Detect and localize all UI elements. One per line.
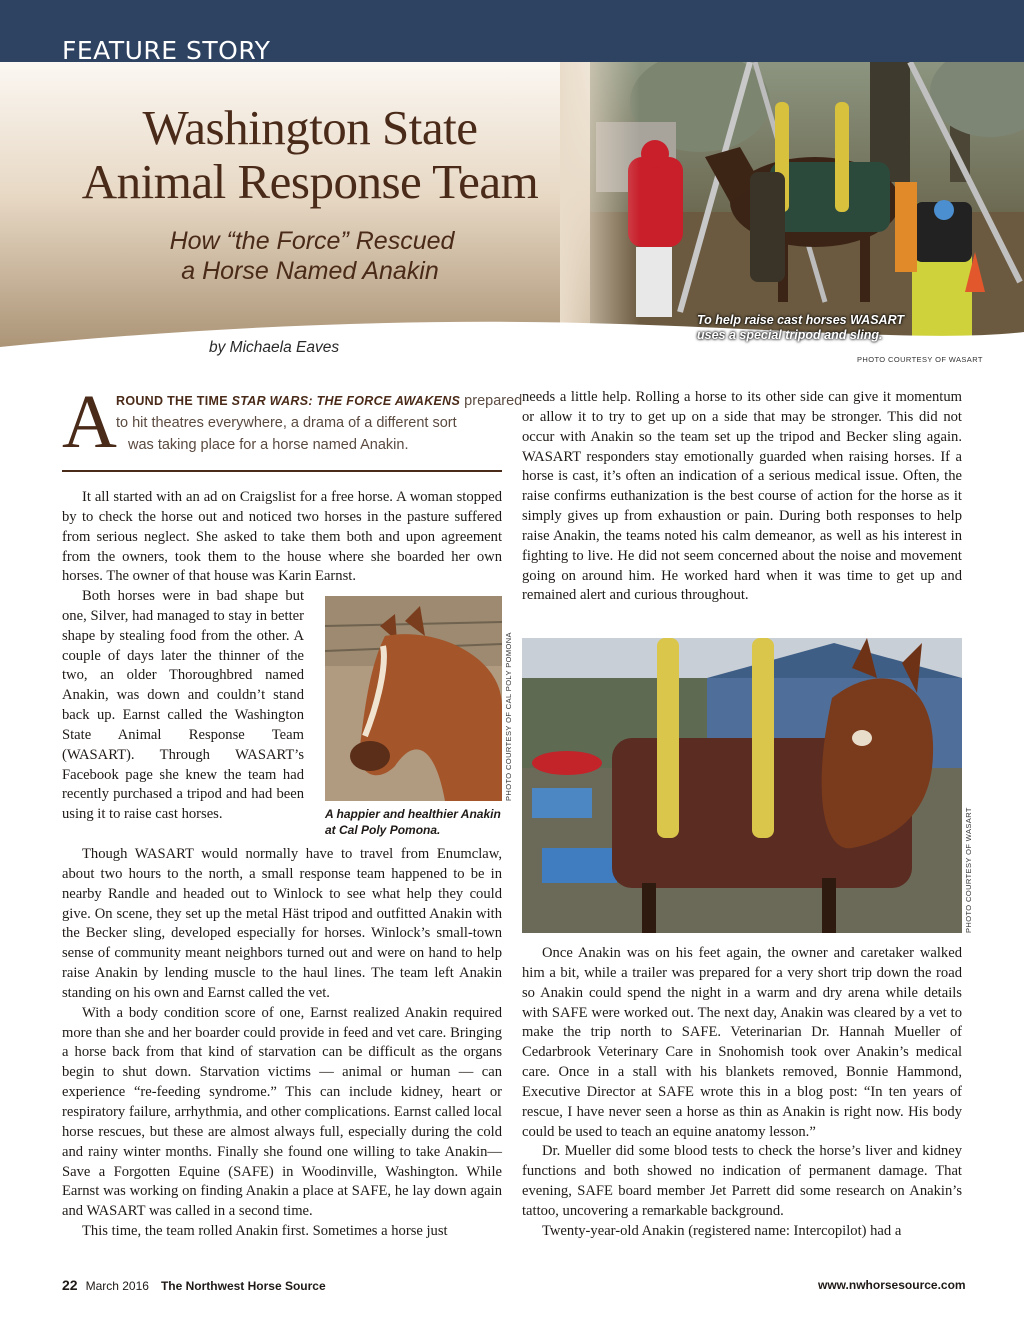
subtitle-line2: a Horse Named Anakin xyxy=(181,257,439,285)
photo-caption-cal-poly xyxy=(325,806,501,838)
byline: by Michaela Eaves xyxy=(209,339,340,356)
lede-line2: to hit theatres everywhere, a drama of a different sort xyxy=(116,415,457,431)
lede-film-title: STAR WARS: THE FORCE AWAKENS xyxy=(231,394,461,408)
divider xyxy=(62,470,502,472)
photo-credit-wasart: PHOTO COURTESY OF WASART xyxy=(964,807,973,933)
horse-in-sling-image xyxy=(522,638,962,933)
section-label: FEATURE STORY xyxy=(62,36,271,65)
caption-line1: A happier and healthier Anakin xyxy=(325,807,501,821)
drop-cap: A xyxy=(62,380,117,464)
paragraph: Both horses were in bad shape but one, Silver, had managed to stay in better shape by stealing food from the other. A couple of days later the thinner of the two, an older Thoroughbred named Anakin, was down and couldn’t stand back up. Earnst called the Washington State Animal Response Team (WASART). Through WASART’s Facebook page she knew the team had recently purchased a tripod and had been using it to raise cast horses. xyxy=(62,588,304,823)
hero-photo-caption xyxy=(697,313,904,343)
hero-caption-line1: To help raise cast horses WASART xyxy=(697,313,905,327)
lede-smallcaps: ROUND THE TIME xyxy=(116,394,232,408)
paragraph: Dr. Mueller did some blood tests to check the horse’s liver and kidney functions and both showed no indication of permanent damage. That evening, SAFE board member Jet Parrett did some research on Anakin’s tattoo, uncovering a remarkable background. xyxy=(522,1143,962,1219)
website-link[interactable]: www.nwhorsesource.com xyxy=(818,1278,966,1292)
body-column-left-wrap xyxy=(62,587,304,825)
paragraph: Though WASART would normally have to travel from Enumclaw, about two hours to the north, a small response team happened to be in nearby Randle and headed out to Winlock to see what help they could give. On scene, they set up the metal Häst tripod and outfitted Anakin with the Becker sling, developed especially for horses. Winlock’s small-town sense of community meant neighbors turned out and were on hand to help raise Anakin by lending muscle to the haul lines. The team left Anakin standing on his own and Earnst called the vet. xyxy=(62,846,502,1001)
subtitle: How “the Force” Rescued xyxy=(169,227,455,255)
paragraph: This time, the team rolled Anakin first. Sometimes a horse just xyxy=(82,1223,448,1240)
body-column-right-top xyxy=(522,388,962,606)
body-column-right-bottom xyxy=(522,944,962,1242)
photo-anakin-cal-poly xyxy=(325,596,502,801)
hero-photo-credit: PHOTO COURTESY OF WASART xyxy=(857,355,983,364)
photo-credit-cal-poly: PHOTO COURTESY OF CAL POLY POMONA xyxy=(504,632,513,801)
page-number: 22 xyxy=(62,1277,78,1293)
paragraph: Once Anakin was on his feet again, the owner and caretaker walked him a bit, while a trailer was prepared for a very short trip down the road so Anakin could spend the night in a warm and dry arena while details with SAFE were worked out. The next day, Anakin was cleared by a vet to make the trip north to SAFE. Veterinarian Dr. Hannah Mueller of Cedarbrook Veterinary Care in Snohomish took over Anakin’s medical care. Once in a stall with his blankets removed, Bonnie Hammond, Executive Director at SAFE wrote this in a blog post: “In ten years of rescue, I have never seen a horse as thin as Anakin is right now. His body could be used to teach an equine anatomy lesson.” xyxy=(522,945,962,1140)
page-title: Washington State xyxy=(142,100,478,155)
paragraph: needs a little help. Rolling a horse to its other side can give it momentum or allow it to try to get up on a side that may be stronger. This did not occur with Anakin so the team set up the tripod and Becker sling again. WASART responders stay emotionally guarded when raising horses. If a horse is cast, it’s often an indication of a serious medical issue. Often, the raise confirms euthanization is the best course of action for the horse as it simply gives up from exhaustion or pain. During both responses to help raise Anakin, the teams noted his calm demeanor, as well as his interest in fighting to live. He did not seem concerned about the noise and movement going on around him. He worked hard when it was time to get up and remained alert and curious throughout. xyxy=(522,389,962,604)
lede-line3: was taking place for a horse named Anakin. xyxy=(128,437,409,453)
hero-caption-line2: uses a special tripod and sling. xyxy=(697,328,883,342)
caption-line2: at Cal Poly Pomona. xyxy=(325,823,441,837)
issue-date: March 2016 xyxy=(85,1279,149,1293)
horse-portrait-image xyxy=(325,596,502,801)
lede-line1-rest: prepared xyxy=(460,393,523,409)
publication-name: The Northwest Horse Source xyxy=(160,1279,326,1293)
photo-anakin-sling xyxy=(522,638,962,933)
body-column-left-bottom xyxy=(62,845,502,1242)
paragraph: Twenty-year-old Anakin (registered name: Intercopilot) had a xyxy=(542,1222,902,1239)
lede-line1 xyxy=(116,390,522,412)
page-title-line2: Animal Response Team xyxy=(81,154,539,209)
page-footer xyxy=(62,1277,326,1293)
paragraph: It all started with an ad on Craigslist for a free horse. A woman stopped by to check the horse out and noticed two horses in the pasture suffered from serious neglect. She asked to take them both and upon agreement from the owners, took them to the house where she boarded her own horses. The owner of that house was Karin Earnst. xyxy=(62,489,502,585)
body-column-left-top xyxy=(62,488,502,587)
paragraph: With a body condition score of one, Earnst realized Anakin required more than she and her boarder could provide in feed and vet care. Bringing a horse back from that kind of starvation can be difficult as the organs begin to shut down. Starvation victims — animal or human — can experience “re-feeding syndrome.” This can include kidney, heart or respiratory failure, arrhythmia, and other complications. Earnst called local horse rescues, but these are almost always full, especially during the cold and rainy winter months. Finally she found one willing to take Anakin—Save a Forgotten Equine (SAFE) in Woodinville, Washington. While Earnst was working on finding Anakin a place at SAFE, he lay down again and WASART was called in a second time. xyxy=(62,1004,502,1220)
